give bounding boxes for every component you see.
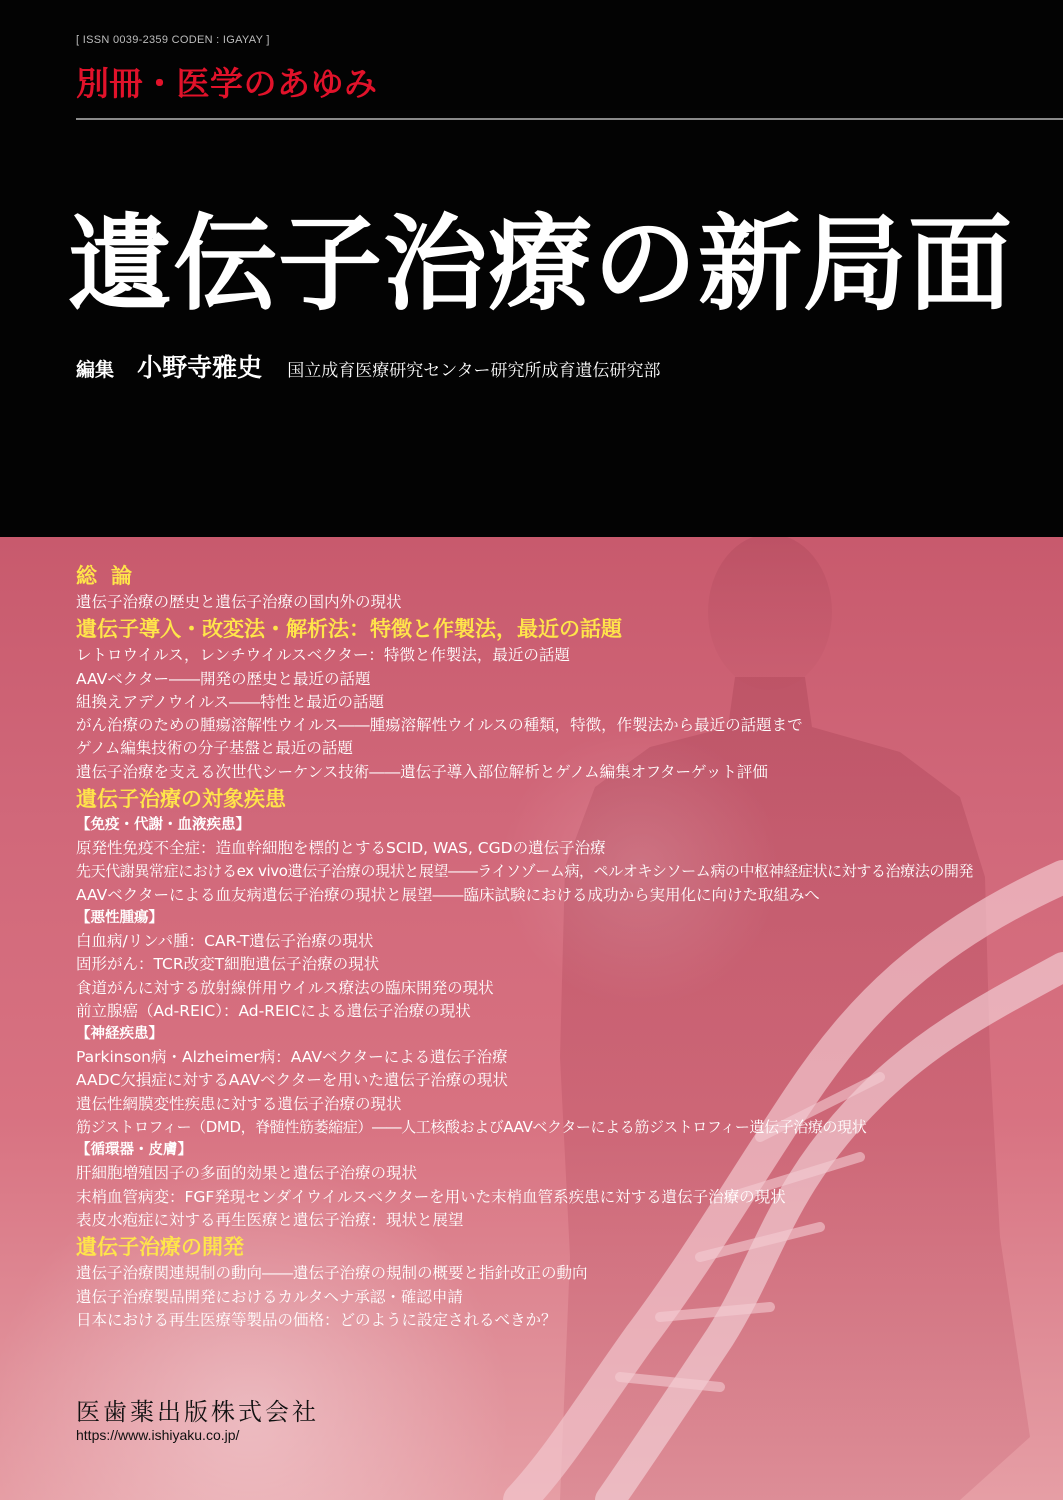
toc-item: Parkinson病・Alzheimer病：AAVベクターによる遺伝子治療: [76, 1048, 508, 1067]
editor-line: [76, 348, 661, 384]
toc-item: 末梢血管病変：FGF発現センダイウイルスベクターを用いた末梢血管系疾患に対する遺伝子治療の現状: [76, 1187, 786, 1206]
publisher-url[interactable]: https://www.ishiyaku.co.jp/: [76, 1427, 240, 1443]
category-label: 【悪性腫瘍】: [76, 909, 163, 926]
toc-item: がん治療のための腫瘍溶解性ウイルス――腫瘍溶解性ウイルスの種類，特徴，作製法から最近の話題まで: [76, 716, 803, 735]
toc-item: 表皮水疱症に対する再生医療と遺伝子治療：現状と展望: [76, 1210, 464, 1229]
toc-item: 前立腺癌（Ad-REIC）：Ad-REICによる遺伝子治療の現状: [76, 1001, 471, 1020]
category-label: 【循環器・皮膚】: [76, 1142, 192, 1159]
toc-item: AADC欠損症に対するAAVベクターを用いた遺伝子治療の現状: [76, 1071, 508, 1090]
table-of-contents: [76, 561, 1046, 1332]
category-label: 【神経疾患】: [76, 1026, 163, 1043]
contents-panel: [0, 537, 1063, 1500]
toc-item: 肝細胞増殖因子の多面的効果と遺伝子治療の現状: [76, 1164, 418, 1183]
toc-item: 遺伝子治療製品開発におけるカルタヘナ承認・確認申請: [76, 1287, 463, 1306]
toc-item: 遺伝子治療関連規制の動向――遺伝子治療の規制の概要と指針改正の動向: [76, 1264, 588, 1283]
toc-item: 白血病/リンパ腫：CAR-T遺伝子治療の現状: [76, 931, 374, 950]
toc-item: 遺伝子治療の歴史と遺伝子治療の国内外の現状: [76, 593, 402, 611]
toc-item: 固形がん：TCR改変T細胞遺伝子治療の現状: [76, 955, 380, 974]
header-rule: [76, 118, 1063, 120]
cover-header: [0, 0, 1063, 537]
category-label: 【免疫・代謝・血液疾患】: [76, 817, 250, 834]
toc-item: 遺伝子治療を支える次世代シーケンス技術――遺伝子導入部位解析とゲノム編集オフターゲット評価: [76, 762, 768, 781]
section-heading: 遺伝子導入・改変法・解析法：特徴と作製法，最近の話題: [76, 617, 622, 642]
section-heading: 総論: [76, 564, 146, 588]
book-title: 遺伝子治療の新局面: [68, 203, 1014, 325]
toc-item: AAVベクターによる血友病遺伝子治療の現状と展望――臨床試験における成功から実用化に向けた取組みへ: [76, 885, 820, 904]
toc-item: 組換えアデノウイルス――特性と最近の話題: [76, 692, 384, 711]
series-title: 別冊・医学のあゆみ: [76, 64, 378, 103]
toc-item: ゲノム編集技術の分子基盤と最近の話題: [76, 739, 353, 758]
toc-item: 遺伝性網膜変性疾患に対する遺伝子治療の現状: [76, 1094, 402, 1113]
editor-affiliation: 国立成育医療研究センター研究所成育遺伝研究部: [287, 361, 661, 381]
section-heading: 遺伝子治療の開発: [76, 1235, 244, 1260]
toc-item: AAVベクター――開発の歴史と最近の話題: [76, 669, 371, 688]
issn-code: [ ISSN 0039-2359 CODEN : IGAYAY ]: [76, 34, 270, 46]
toc-item: 筋ジストロフィー（DMD，脊髄性筋萎縮症）――人工核酸およびAAVベクターによる筋ジストロフィー遺伝子治療の現状: [76, 1118, 867, 1137]
toc-item: 原発性免疫不全症：造血幹細胞を標的とするSCID, WAS, CGDの遺伝子治療: [76, 839, 606, 858]
toc-item: レトロウイルス，レンチウイルスベクター：特徴と作製法，最近の話題: [76, 646, 570, 665]
editor-label: 編集: [76, 359, 115, 381]
editor-name: 小野寺雅史: [137, 353, 263, 382]
toc-item: 食道がんに対する放射線併用ウイルス療法の臨床開発の現状: [76, 978, 494, 997]
section-heading: 遺伝子治療の対象疾患: [76, 787, 286, 812]
toc-item: 先天代謝異常症におけるex vivo遺伝子治療の現状と展望――ライソゾーム病，ペルオキシソーム病の中枢神経症状に対する治療法の開発: [76, 862, 974, 881]
publisher-name: 医歯薬出版株式会社: [76, 1398, 319, 1426]
toc-item: 日本における再生医療等製品の価格：どのように設定されるべきか？: [76, 1310, 557, 1329]
